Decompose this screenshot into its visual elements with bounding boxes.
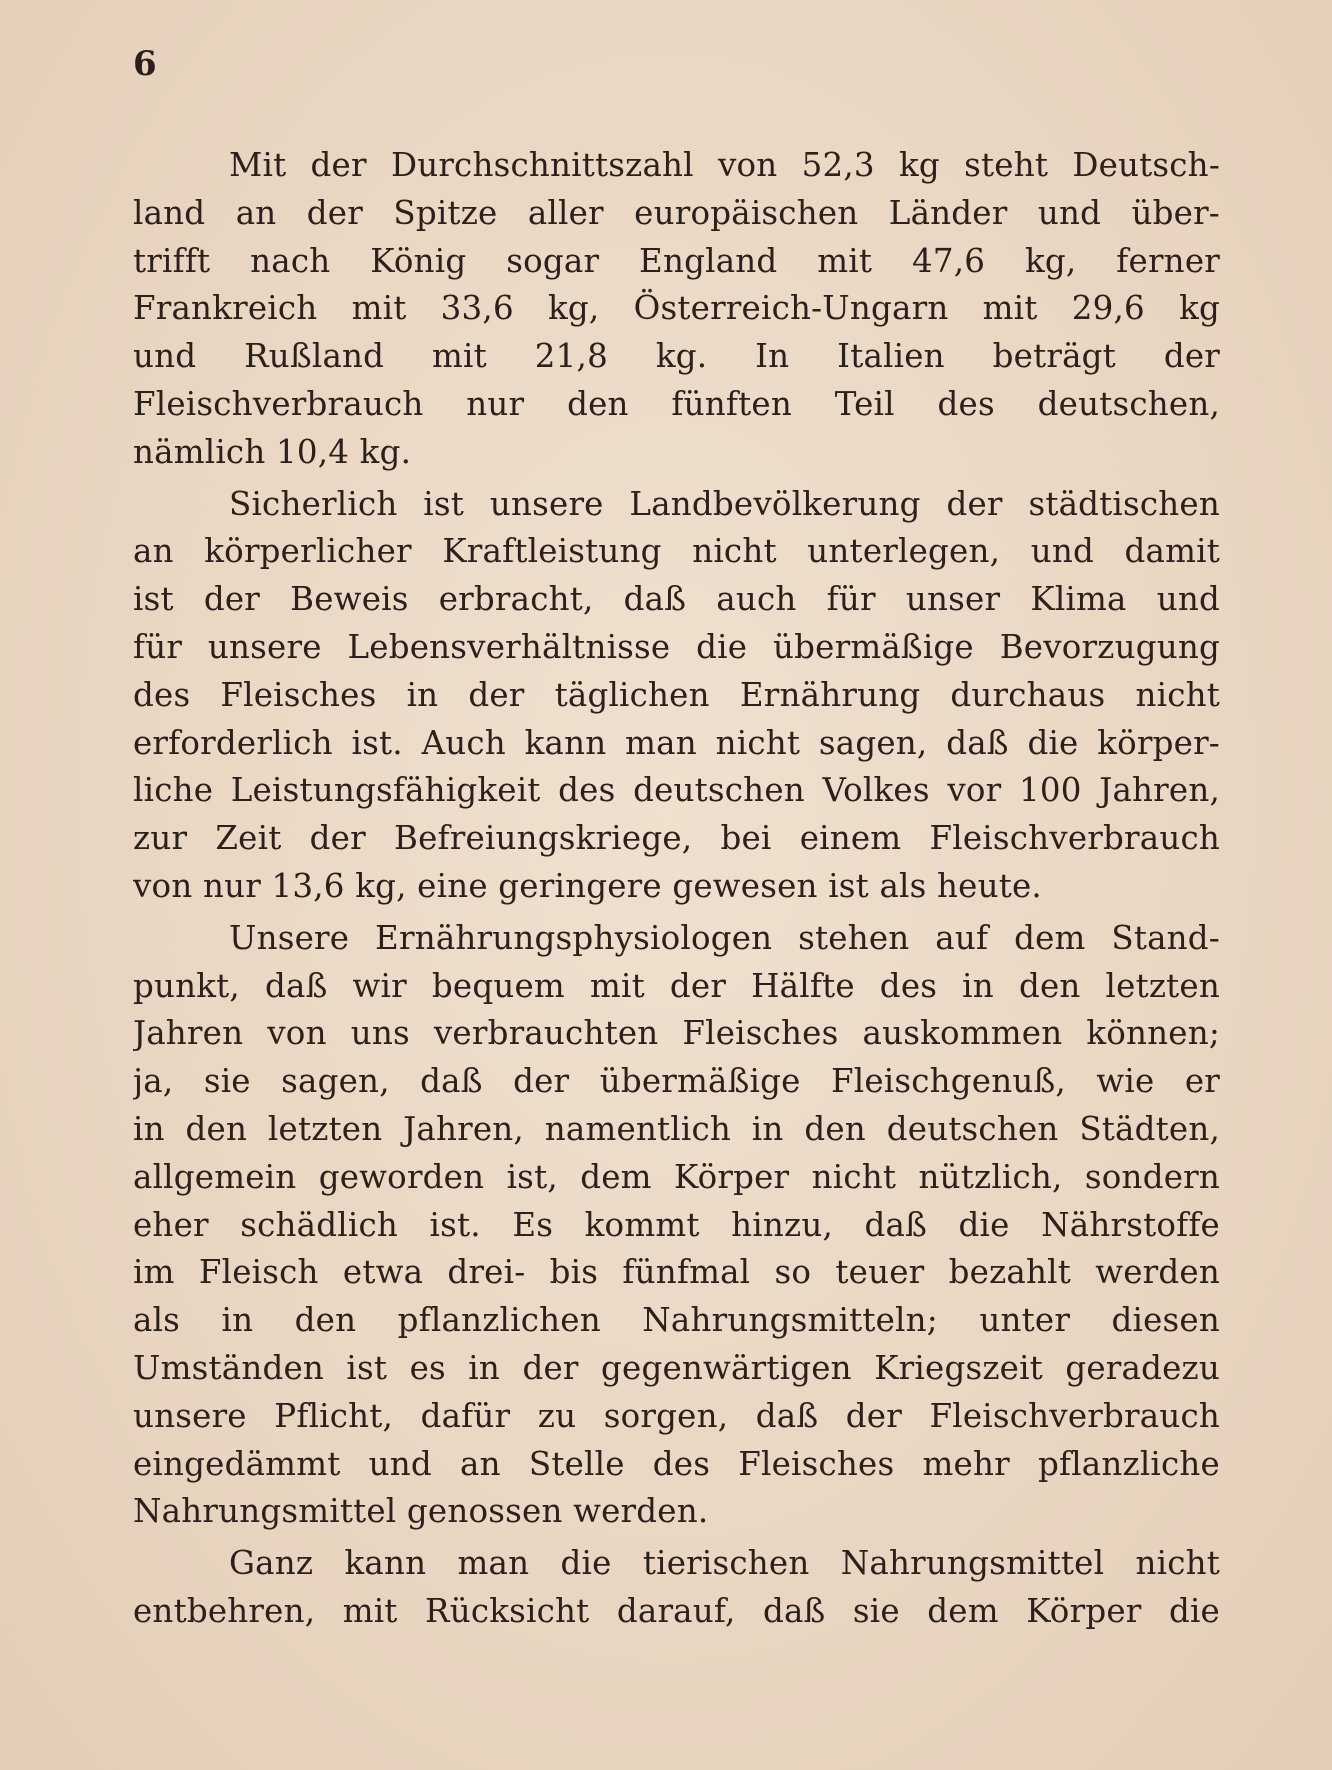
- text-line: Unsere Ernährungsphysiologen stehen auf dem Stand-: [229, 918, 1220, 957]
- paragraph-1: [133, 142, 1220, 477]
- text-line: ja, sie sagen, daß der übermäßige Fleischgenuß, wie er: [133, 1062, 1220, 1101]
- page-number: 6: [133, 44, 157, 84]
- text-line: unsere Pflicht, dafür zu sorgen, daß der Fleischverbrauch: [133, 1396, 1220, 1435]
- text-line: in den letzten Jahren, namentlich in den deutschen Städten,: [133, 1109, 1220, 1148]
- paragraph-3: [133, 915, 1220, 1536]
- text-line: von nur 13,6 kg, eine geringere gewesen ist als heute.: [133, 866, 1042, 905]
- text-line: als in den pflanzlichen Nahrungsmitteln; unter diesen: [133, 1301, 1220, 1340]
- text-line: im Fleisch etwa drei- bis fünfmal so teuer bezahlt werden: [133, 1253, 1220, 1292]
- text-line: zur Zeit der Befreiungskriege, bei einem Fleischverbrauch: [133, 819, 1220, 858]
- text-line: Frankreich mit 33,6 kg, Österreich-Ungarn mit 29,6 kg: [133, 289, 1220, 328]
- text-line: Mit der Durchschnittszahl von 52,3 kg steht Deutsch-: [229, 146, 1220, 184]
- text-line: liche Leistungsfähigkeit des deutschen Volkes vor 100 Jahren,: [133, 771, 1220, 810]
- text-line: land an der Spitze aller europäischen Länder und über-: [133, 193, 1220, 232]
- text-line: und Rußland mit 21,8 kg. In Italien beträgt der: [133, 337, 1220, 376]
- text-line: Ganz kann man die tierischen Nahrungsmittel nicht: [229, 1544, 1220, 1583]
- text-line: Sicherlich ist unsere Landbevölkerung der städtischen: [229, 484, 1220, 523]
- paragraph-2: [133, 481, 1220, 911]
- text-line: entbehren, mit Rücksicht darauf, daß sie dem Körper die: [133, 1591, 1220, 1630]
- text-line: eher schädlich ist. Es kommt hinzu, daß die Nährstoffe: [133, 1205, 1220, 1244]
- text-line: Umständen ist es in der gegenwärtigen Kriegszeit geradezu: [133, 1348, 1220, 1387]
- text-line: Fleischverbrauch nur den fünften Teil des deutschen,: [133, 384, 1220, 423]
- text-line: eingedämmt und an Stelle des Fleisches mehr pflanzliche: [133, 1444, 1220, 1483]
- paragraph-4: [133, 1540, 1220, 1636]
- text-line: trifft nach König sogar England mit 47,6 kg, ferner: [133, 241, 1220, 280]
- text-line: nämlich 10,4 kg.: [133, 432, 412, 471]
- body-text: [133, 142, 1220, 1636]
- text-line: ist der Beweis erbracht, daß auch für unser Klima und: [133, 580, 1220, 619]
- text-line: erforderlich ist. Auch kann man nicht sagen, daß die körper-: [133, 723, 1220, 762]
- text-line: an körperlicher Kraftleistung nicht unterlegen, und damit: [133, 532, 1220, 571]
- text-line: punkt, daß wir bequem mit der Hälfte des in den letzten: [133, 966, 1220, 1005]
- text-line: allgemein geworden ist, dem Körper nicht nützlich, sondern: [133, 1157, 1220, 1196]
- text-line: für unsere Lebensverhältnisse die übermäßige Bevorzugung: [133, 627, 1220, 666]
- text-line: Jahren von uns verbrauchten Fleisches auskommen können;: [133, 1014, 1220, 1053]
- text-line: des Fleisches in der täglichen Ernährung durchaus nicht: [133, 675, 1220, 714]
- text-line: Nahrungsmittel genossen werden.: [133, 1492, 709, 1531]
